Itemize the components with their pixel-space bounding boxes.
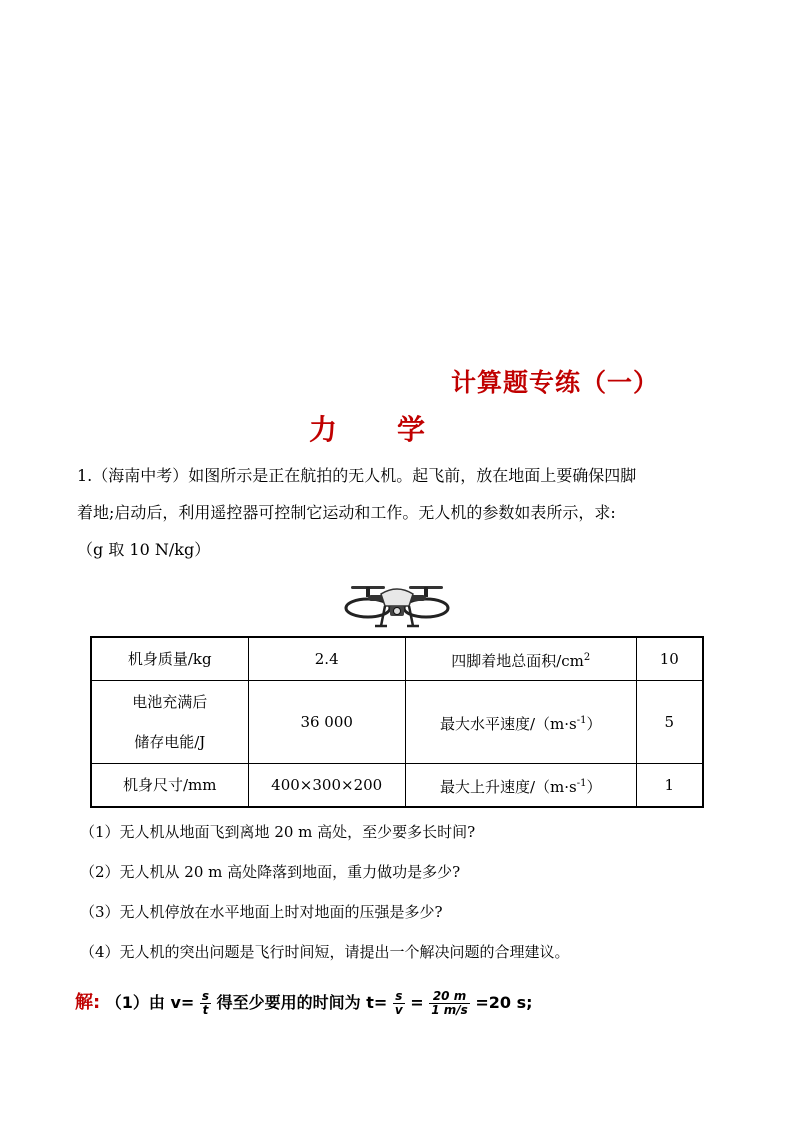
- table-cell: [405, 637, 636, 681]
- table-cell: [91, 681, 248, 764]
- fraction: [393, 990, 405, 1017]
- numerator: s: [201, 989, 210, 1003]
- problem-line-1: 1.（海南中考）如图所示是正在航拍的无人机。起飞前，放在地面上要确保四脚: [77, 466, 637, 485]
- equals-sign: =: [410, 993, 424, 1012]
- table-cell: [405, 681, 636, 764]
- table-cell: 机身质量/kg: [91, 637, 248, 681]
- table-row: [91, 637, 703, 681]
- problem-statement: [77, 457, 717, 568]
- cell-text: 电池充满后: [132, 693, 208, 711]
- cell-text: ）: [586, 714, 602, 733]
- question-item: （1）无人机从地面飞到离地 20 m 高处，至少要多长时间?: [80, 823, 476, 841]
- table-row: [91, 764, 703, 808]
- fraction: [429, 990, 470, 1017]
- page-subtitle: 力学: [308, 413, 485, 446]
- table-cell: 5: [636, 681, 703, 764]
- table-cell: 机身尺寸/mm: [91, 764, 248, 808]
- cell-text: ）: [586, 777, 602, 796]
- answer-lead: 解:: [75, 992, 101, 1013]
- denominator: 1 m/s: [431, 1003, 468, 1017]
- superscript: 2: [583, 651, 591, 663]
- answer-result: =20 s;: [475, 993, 533, 1012]
- table-cell: 36 000: [248, 681, 405, 764]
- numerator: s: [393, 990, 405, 1004]
- cell-text: 四脚着地总面积/cm: [451, 651, 584, 670]
- problem-line-2: 着地;启动后，利用遥控器可控制它运动和工作。无人机的参数如表所示，求:: [77, 503, 616, 522]
- table-cell: 400×300×200: [248, 764, 405, 808]
- problem-line-3: （g 取 10 N/kg）: [77, 540, 211, 559]
- answer-text: 得至少要用的时间为 t=: [216, 993, 388, 1012]
- question-item: （3）无人机停放在水平地面上时对地面的压强是多少?: [80, 903, 443, 921]
- numerator: 20 m: [429, 990, 470, 1004]
- superscript: -1: [576, 777, 587, 789]
- drone-icon: [343, 578, 451, 630]
- denominator: v: [394, 1003, 403, 1017]
- cell-text: 储存电能/J: [134, 733, 206, 751]
- table-cell: [405, 764, 636, 808]
- cell-text: 最大上升速度/（m·s: [439, 777, 577, 796]
- cell-text: 最大水平速度/（m·s: [439, 714, 577, 733]
- fraction: [200, 990, 211, 1017]
- answer-line: [75, 988, 755, 1017]
- question-item: （2）无人机从 20 m 高处降落到地面，重力做功是多少?: [80, 863, 461, 881]
- page-title: 计算题专练（一）: [450, 368, 659, 397]
- table-cell: 1: [636, 764, 703, 808]
- table-cell: 10: [636, 637, 703, 681]
- denominator: t: [202, 1003, 209, 1017]
- question-item: （4）无人机的突出问题是飞行时间短，请提出一个解决问题的合理建议。: [80, 943, 570, 961]
- table-row: [91, 681, 703, 764]
- table-cell: 2.4: [248, 637, 405, 681]
- answer-text: （1）由 v=: [105, 993, 195, 1012]
- superscript: -1: [576, 714, 587, 726]
- question-list: [80, 812, 730, 972]
- parameter-table: [90, 636, 704, 808]
